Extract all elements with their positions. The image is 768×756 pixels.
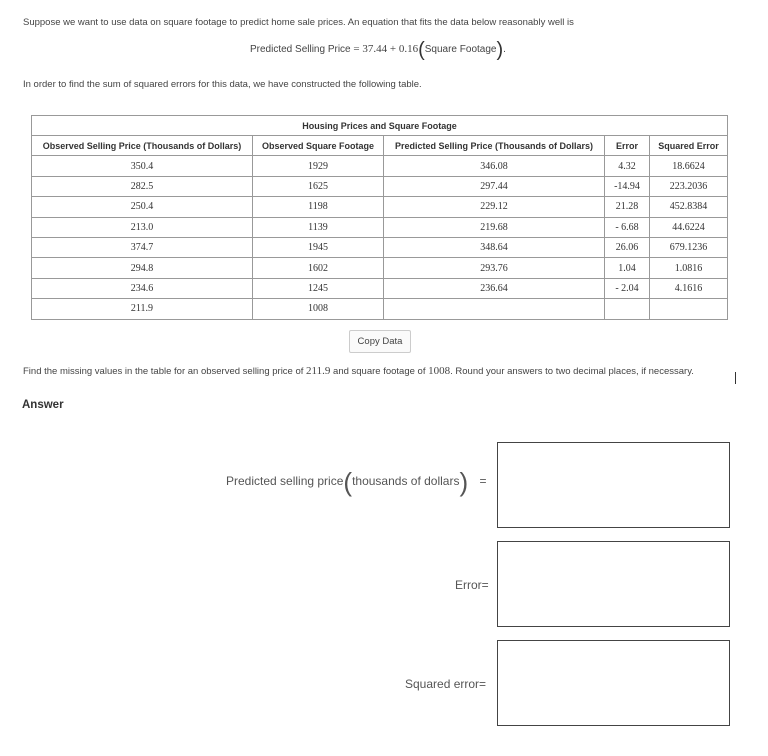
squared-error-input[interactable] [498, 641, 729, 725]
error-input-box[interactable] [497, 541, 730, 627]
error-input[interactable] [498, 542, 729, 626]
equation-lhs: Predicted Selling Price [250, 44, 351, 55]
predicted-price-label: Predicted selling price(thousands of dollars) = [226, 467, 487, 497]
col-squared-error: Squared Error [650, 136, 728, 156]
squared-error-label: Squared error= [405, 677, 487, 691]
col-predicted-price: Predicted Selling Price (Thousands of Dollars) [384, 136, 605, 156]
table-row: 213.0 1139 219.68 - 6.68 44.6224 [32, 217, 728, 237]
regression-equation: Predicted Selling Price = 37.44 + 0.16(Square Footage). [250, 39, 506, 61]
table-row-missing: 211.9 1008 [32, 299, 728, 319]
table-row: 234.6 1245 236.64 - 2.04 4.1616 [32, 278, 728, 298]
answer-heading: Answer [22, 399, 64, 411]
table-caption: Housing Prices and Square Footage [32, 116, 728, 136]
housing-table [31, 115, 728, 320]
col-error: Error [605, 136, 650, 156]
table-row: 350.4 1929 346.08 4.32 18.6624 [32, 156, 728, 176]
table-header-row [32, 136, 728, 156]
text-cursor [735, 372, 736, 384]
question-text: Find the missing values in the table for an observed selling price of 211.9 and square footage of 1008. Round your answers to two decimal places, if necessary. [23, 365, 694, 377]
problem-intro: Suppose we want to use data on square footage to predict home sale prices. An equation that fits the data below reasonably well is [23, 17, 574, 28]
col-observed-sqft: Observed Square Footage [253, 136, 384, 156]
table-row: 294.8 1602 293.76 1.04 1.0816 [32, 258, 728, 278]
table-row: 374.7 1945 348.64 26.06 679.1236 [32, 237, 728, 257]
squared-error-input-box[interactable] [497, 640, 730, 726]
predicted-price-input-box[interactable] [497, 442, 730, 528]
error-label: Error= [455, 578, 489, 592]
copy-data-button[interactable]: Copy Data [349, 330, 411, 353]
predicted-price-input[interactable] [498, 443, 729, 527]
col-observed-price: Observed Selling Price (Thousands of Dollars) [32, 136, 253, 156]
table-row: 250.4 1198 229.12 21.28 452.8384 [32, 197, 728, 217]
table-intro: In order to find the sum of squared errors for this data, we have constructed the following table. [23, 79, 422, 90]
table-row: 282.5 1625 297.44 -14.94 223.2036 [32, 176, 728, 196]
equation-variable: Square Footage [424, 44, 497, 55]
